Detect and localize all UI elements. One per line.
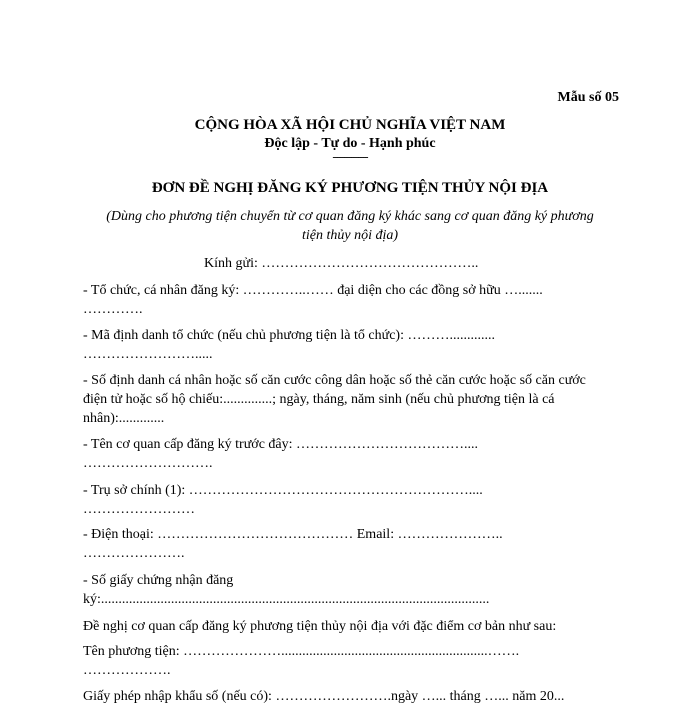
- field-line: - Điện thoại: …………………………………… Email: …………………..: [83, 527, 503, 542]
- field-line: ký:...............................................................................................................: [83, 592, 490, 607]
- certificate-number-field: [83, 571, 623, 609]
- field-line: ……………….: [83, 663, 171, 678]
- field-line: - Số giấy chứng nhận đăng: [83, 573, 234, 588]
- import-permit-field: Giấy phép nhập khẩu số (nếu có): …………………….ngày …... tháng …... năm 20...: [83, 689, 565, 704]
- salutation: Kính gửi: ………………………………………..: [204, 256, 479, 271]
- form-number: Mẫu số 05: [557, 90, 619, 105]
- field-line: ……………………: [83, 502, 195, 517]
- field-line: Tên phương tiện: …………………...........................................................…….: [83, 644, 520, 659]
- document-title: ĐƠN ĐỀ NGHỊ ĐĂNG KÝ PHƯƠNG TIỆN THỦY NỘI ĐỊA: [151, 180, 549, 196]
- field-line: …………………….....: [83, 347, 213, 362]
- field-line: ……………………….: [83, 456, 213, 471]
- field-line: - Trụ sở chính (1): ……………………………………………………....: [83, 483, 483, 498]
- document-subtitle: [60, 207, 640, 245]
- field-line: điện tử hoặc số hộ chiếu:..............; ngày, tháng, năm sinh (nếu chủ phương tiện là cá: [83, 392, 555, 407]
- field-line: ………………….: [83, 546, 185, 561]
- phone-email-field: [83, 525, 623, 563]
- org-id-field: [83, 326, 623, 364]
- motto: Độc lập - Tự do - Hạnh phúc: [264, 136, 436, 151]
- previous-agency-field: [83, 435, 623, 473]
- field-line: nhân):.............: [83, 411, 165, 426]
- field-line: - Mã định danh tổ chức (nếu chủ phương tiện là tổ chức): ……….............: [83, 328, 495, 343]
- personal-id-field: [83, 371, 623, 428]
- field-line: - Số định danh cá nhân hoặc số căn cước công dân hoặc số thẻ căn cước hoặc số căn cước: [83, 373, 586, 388]
- field-line: ………….: [83, 302, 143, 317]
- request-statement: Đề nghị cơ quan cấp đăng ký phương tiện thủy nội địa với đặc điểm cơ bản như sau:: [83, 619, 557, 634]
- field-line: - Tên cơ quan cấp đăng ký trước đây: ………………………………....: [83, 437, 479, 452]
- head-office-field: [83, 481, 623, 519]
- field-line: - Tổ chức, cá nhân đăng ký: …………..…… đại diện cho các đồng sở hữu ….......: [83, 283, 543, 298]
- owner-field: [83, 281, 623, 319]
- motto-underline: ---------------: [332, 152, 368, 163]
- nation-heading: CỘNG HÒA XÃ HỘI CHỦ NGHĨA VIỆT NAM: [194, 117, 506, 133]
- subtitle-line: tiện thủy nội địa): [301, 228, 399, 243]
- subtitle-line: (Dùng cho phương tiện chuyển từ cơ quan đăng ký khác sang cơ quan đăng ký phương: [106, 209, 594, 224]
- vessel-name-field: [83, 642, 623, 680]
